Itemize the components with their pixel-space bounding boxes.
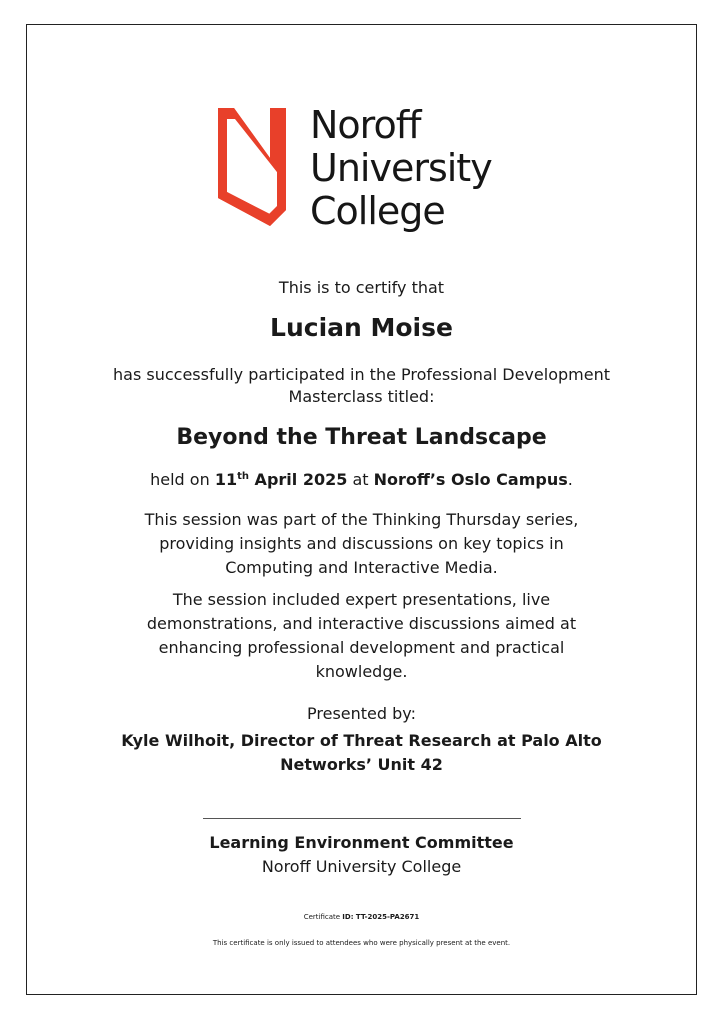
- noroff-logo: [218, 104, 518, 234]
- series-line-2: providing insights and discussions on key topics in: [159, 534, 564, 553]
- certify-intro: This is to certify that: [278, 278, 445, 297]
- participation-line-2: Masterclass titled:: [288, 387, 435, 406]
- signatory-college: Noroff University College: [261, 857, 462, 876]
- certificate-id-label: Certificate: [303, 913, 343, 921]
- presented-by-label: Presented by:: [307, 704, 416, 723]
- signatory-committee: Learning Environment Committee: [209, 833, 514, 852]
- masterclass-title: Beyond the Threat Landscape: [176, 425, 547, 450]
- signature-line: [203, 818, 521, 819]
- logo-line-college: College: [310, 189, 445, 233]
- held-at: at: [347, 470, 374, 489]
- certificate-id: [26, 913, 697, 921]
- participation-text: [26, 364, 697, 408]
- attendance-note: This certificate is only issued to attendees who were physically present at the event.: [212, 939, 511, 947]
- held-day: 11: [214, 470, 238, 489]
- presenter-line-1: Kyle Wilhoit, Director of Threat Research at Palo Alto: [121, 731, 602, 750]
- held-on-text: [26, 470, 697, 489]
- logo-line-noroff: Noroff: [310, 103, 421, 147]
- included-line-4: knowledge.: [315, 662, 408, 681]
- held-prefix: held on: [150, 470, 215, 489]
- included-paragraph: [26, 588, 697, 684]
- held-date: April 2025: [248, 470, 348, 489]
- series-line-1: This session was part of the Thinking Thursday series,: [144, 510, 579, 529]
- included-line-1: The session included expert presentations, live: [172, 590, 551, 609]
- logo-wordmark: [310, 104, 492, 233]
- held-end: .: [567, 470, 573, 489]
- held-location: Noroff’s Oslo Campus: [373, 470, 568, 489]
- held-day-suffix: th: [237, 471, 249, 482]
- noroff-logo-mark: [218, 108, 286, 226]
- certificate-id-value: ID: TT-2025-PA2671: [342, 913, 420, 921]
- participation-line-1: has successfully participated in the Professional Development: [113, 365, 610, 384]
- recipient-name: Lucian Moise: [270, 313, 453, 342]
- presenter: [26, 729, 697, 777]
- logo-line-university: University: [310, 146, 492, 190]
- series-paragraph: [26, 508, 697, 580]
- presenter-line-2: Networks’ Unit 42: [280, 755, 443, 774]
- included-line-3: enhancing professional development and practical: [158, 638, 565, 657]
- included-line-2: demonstrations, and interactive discussions aimed at: [146, 614, 577, 633]
- series-line-3: Computing and Interactive Media.: [225, 558, 498, 577]
